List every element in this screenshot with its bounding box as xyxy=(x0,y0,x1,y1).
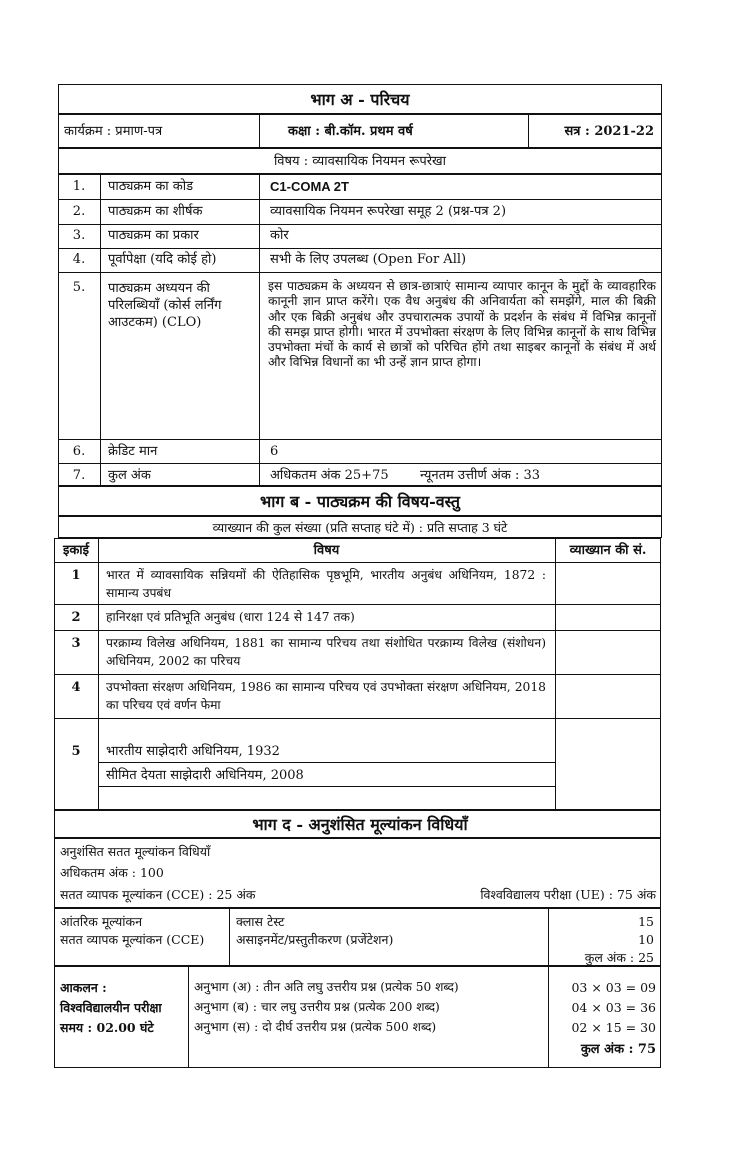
row-3-label: पाठ्यक्रम का प्रकार xyxy=(108,228,199,243)
section-c-marks: 02 × 15 = 30 xyxy=(571,1020,656,1035)
row-6-num: 6. xyxy=(72,444,86,459)
course-outcomes: इस पाठ्यक्रम के अध्ययन से छात्र-छात्राएं सामान्य व्यापार कानून के मुद्दों के व्यावहारिक कानूनी ज्ञान प्राप्त करेंगे। एक वैध अनुबंध की अनिवार्यता को समझेंगे, माल की बिक्री और एक बिक्री अनुबंध और उपचारात्मक उपायों के प्रदर्शन के संबंध में विभिन्न कानूनों की समझ प्राप्त होगी। भारत में उपभोक्ता संरक्षण के लिए विभिन्न कानूनों के साथ विभिन्न उपभोक्ता मंचों के कार्य से छात्रों को परिचित होंगे तथा साइबर कानूनों के संबंध में अर्थ और विभिन्न विधानों का भी उन्हें ज्ञान प्राप्त होगा। xyxy=(268,279,656,370)
unit-2-text: हानिरक्षा एवं प्रतिभूति अनुबंध (धारा 124 से 147 तक) xyxy=(106,610,355,624)
ue-marks: विश्वविद्यालय परीक्षा (UE) : 75 अंक xyxy=(480,887,656,902)
internal-cce-label: सतत व्यापक मूल्यांकन (CCE) xyxy=(60,932,205,947)
row-2-num: 2. xyxy=(72,204,86,219)
row-7-num: 7. xyxy=(72,468,86,483)
unit-5-text-2: सीमित देयता साझेदारी अधिनियम, 2008 xyxy=(106,768,304,783)
unit-3-num: 3 xyxy=(71,636,81,651)
assignment-marks: 10 xyxy=(638,932,654,947)
session-label: सत्र : 2021-22 xyxy=(564,124,654,139)
course-type: कोर xyxy=(270,228,289,243)
unit-1-num: 1 xyxy=(71,568,81,583)
lectures-per-week: व्याख्यान की कुल संख्या (प्रति सप्ताह घंटे में) : प्रति सप्ताह 3 घंटे xyxy=(212,520,508,535)
row-6-label: क्रेडिट मान xyxy=(108,444,158,459)
row-3-num: 3. xyxy=(72,228,86,243)
internal-label: आंतरिक मूल्यांकन xyxy=(60,914,143,929)
col-subject: विषय xyxy=(313,543,340,558)
unit-5-num: 5 xyxy=(71,744,81,759)
part-a-heading: भाग अ - परिचय xyxy=(310,90,410,109)
university-exam-label: विश्वविद्यालयीन परीक्षा xyxy=(60,1000,162,1015)
col-lectures: व्याख्यान की सं. xyxy=(569,543,647,558)
row-5-label: पाठ्यक्रम अध्ययन की परिलब्धियाँ (कोर्स लर्निंग आउटकम) (CLO) xyxy=(108,281,222,330)
unit-5-text: भारतीय साझेदारी अधिनियम, 1932 xyxy=(106,744,280,759)
course-title: व्यावसायिक नियमन रूपरेखा समूह 2 (प्रश्न-पत्र 2) xyxy=(270,204,507,219)
part-b-heading: भाग ब - पाठ्यक्रम की विषय-वस्तु xyxy=(259,492,461,511)
class-label: कक्षा : बी.कॉम. प्रथम वर्ष xyxy=(288,124,413,139)
unit-4-text: उपभोक्ता संरक्षण अधिनियम, 1986 का सामान्य परिचय एवं उपभोक्ता संरक्षण अधिनियम, 2018 का परिचय एवं वर्णन फेमा xyxy=(106,680,546,712)
unit-2-num: 2 xyxy=(71,610,81,625)
col-unit: इकाई xyxy=(62,543,90,558)
assessment-label: आकलन : xyxy=(60,980,107,995)
prerequisite: सभी के लिए उपलब्ध (Open For All) xyxy=(270,252,467,267)
section-c: अनुभाग (स) : दो दीर्घ उत्तरीय प्रश्न (प्रत्येक 500 शब्द) xyxy=(194,1020,437,1034)
unit-1-text: भारत में व्यावसायिक सन्नियमों की ऐतिहासिक पृष्ठभूमि, भारतीय अनुबंध अधिनियम, 1872 : सामान्य उपबंध xyxy=(106,568,546,600)
section-a: अनुभाग (अ) : तीन अति लघु उत्तरीय प्रश्न (प्रत्येक 50 शब्द) xyxy=(194,980,459,994)
exam-duration: समय : 02.00 घंटे xyxy=(60,1020,154,1035)
max-marks: अधिकतम अंक 25+75 xyxy=(270,468,389,483)
program-label: कार्यक्रम : प्रमाण-पत्र xyxy=(64,124,163,139)
row-7-label: कुल अंक xyxy=(108,468,151,483)
class-test-marks: 15 xyxy=(638,914,654,929)
course-code: C1-COMA 2T xyxy=(270,179,349,194)
section-b-marks: 04 × 03 = 36 xyxy=(571,1000,656,1015)
row-5-num: 5. xyxy=(72,280,86,295)
max-marks-100: अधिकतम अंक : 100 xyxy=(60,865,164,880)
min-pass-marks: न्यूनतम उत्तीर्ण अंक : 33 xyxy=(420,468,541,483)
section-b: अनुभाग (ब) : चार लघु उत्तरीय प्रश्न (प्रत्येक 200 शब्द) xyxy=(194,1000,440,1014)
unit-3-text: परक्राम्य विलेख अधिनियम, 1881 का सामान्य परिचय तथा संशोधित परक्राम्य विलेख (संशोधन) अधिनियम, 2002 का परिचय xyxy=(106,636,546,668)
subject-title: विषय : व्यावसायिक नियमन रूपरेखा xyxy=(273,154,447,169)
section-a-marks: 03 × 03 = 09 xyxy=(571,980,656,995)
credit-value: 6 xyxy=(270,444,279,459)
unit-4-num: 4 xyxy=(71,680,81,695)
exam-total: कुल अंक : 75 xyxy=(580,1042,656,1057)
row-4-num: 4. xyxy=(72,252,86,267)
internal-total: कुल अंक : 25 xyxy=(584,950,654,965)
cce-marks: सतत व्यापक मूल्यांकन (CCE) : 25 अंक xyxy=(60,887,256,902)
row-1-num: 1. xyxy=(72,179,86,194)
row-4-label: पूर्वापेक्षा (यदि कोई हो) xyxy=(108,252,217,267)
class-test: क्लास टेस्ट xyxy=(236,914,285,929)
part-d-heading: भाग द - अनुशंसित मूल्यांकन विधियाँ xyxy=(252,815,468,834)
recommended-methods: अनुशंसित सतत मूल्यांकन विधियाँ xyxy=(60,844,211,859)
row-1-label: पाठ्यक्रम का कोड xyxy=(108,179,194,194)
row-2-label: पाठ्यक्रम का शीर्षक xyxy=(108,204,203,219)
assignment: असाइनमेंट/प्रस्तुतीकरण (प्रजेंटेशन) xyxy=(236,932,394,947)
